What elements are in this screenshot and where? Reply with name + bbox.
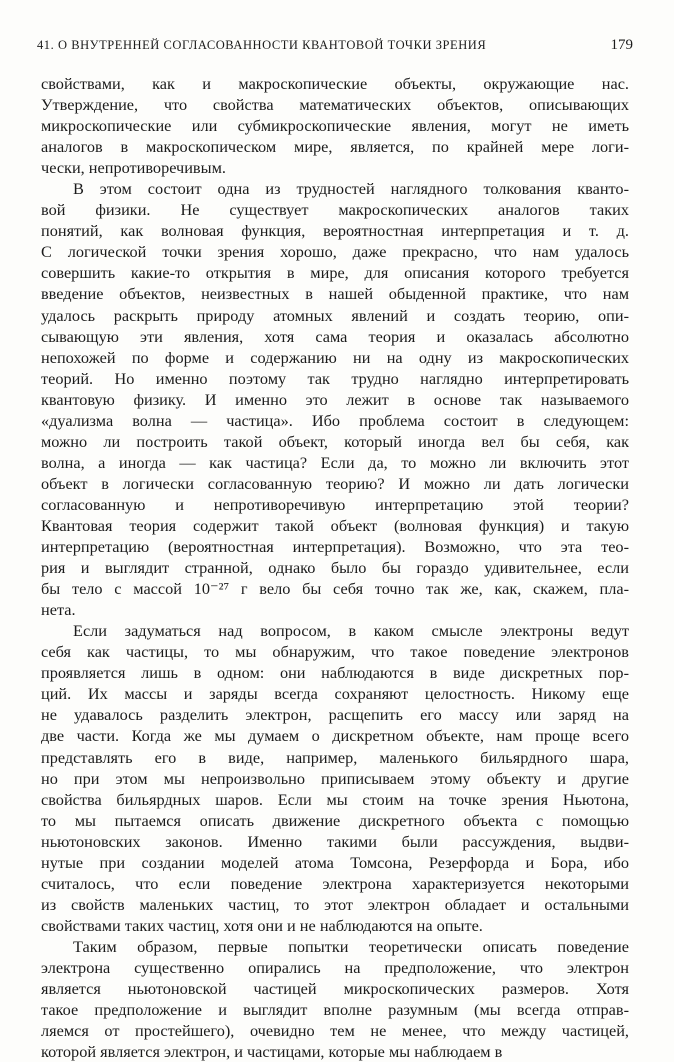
text-line: бы тело с массой 10⁻²⁷ г вело бы себя точно так же, как, скажем, пла- xyxy=(41,579,629,599)
paragraph xyxy=(41,936,629,1062)
text-line: но при этом мы непроизвольно приписываем этому объекту и другие xyxy=(41,768,629,788)
text-line: то мы пытаемся описать движение дискретного объекта с помощью xyxy=(41,810,629,830)
text-line: интерпретацию (вероятностная интерпретация). Возможно, что эта тео- xyxy=(41,537,629,557)
text-line: не удавалось разделить электрон, расщепить его массу или заряд на xyxy=(41,705,629,725)
text-line: представлять его в виде, например, маленького бильярдного шара, xyxy=(41,747,629,767)
text-line: проявляется лишь в одном: они наблюдаются в виде дискретных пор- xyxy=(41,663,629,683)
text-line: удалось раскрыть природу атомных явлений и создать теорию, опи- xyxy=(41,305,629,325)
text-line: микроскопические или субмикроскопические явления, могут не иметь xyxy=(41,116,629,136)
text-line: является ньютоновской частицей микроскопических размеров. Хотя xyxy=(41,979,629,999)
text-line: понятий, как волновая функция, вероятностная интерпретация и т. д. xyxy=(41,221,629,241)
running-title: 41. О ВНУТРЕННЕЙ СОГЛАСОВАННОСТИ КВАНТОВОЙ ТОЧКИ ЗРЕНИЯ xyxy=(37,38,487,52)
text-line: аналогов в макроскопическом мире, является, по крайней мере логи- xyxy=(41,137,629,157)
text-line: две части. Когда же мы думаем о дискретном объекте, нам проще всего xyxy=(41,726,629,746)
text-line: свойства бильярдных шаров. Если мы стоим на точке зрения Ньютона, xyxy=(41,789,629,809)
text-line: из свойств маленьких частиц, то этот электрон обладает и остальными xyxy=(41,894,629,914)
page-number: 179 xyxy=(610,37,633,53)
text-line: можно ли построить такой объект, который иногда вел бы себя, как xyxy=(41,431,629,451)
text-line: себя как частицы, то мы обнаружим, что такое поведение электронов xyxy=(41,642,629,662)
text-line: нутые при создании моделей атома Томсона, Резерфорда и Бора, ибо xyxy=(41,852,629,872)
text-line: непохожей по форме и содержанию ни на одну из макроскопических xyxy=(41,347,629,367)
body-text xyxy=(41,73,629,1062)
text-line: Квантовая теория содержит такой объект (волновая функция) и такую xyxy=(41,515,629,535)
text-line: ньютоновских законов. Именно такими были рассуждения, выдви- xyxy=(41,831,629,851)
text-line: квантовую физику. И именно это лежит в основе так называемого xyxy=(41,389,629,409)
text-line: В этом состоит одна из трудностей наглядного толкования кванто- xyxy=(73,179,629,199)
text-line: согласованную и непротиворечивую интерпретацию этой теории? xyxy=(41,494,629,514)
text-line: введение объектов, неизвестных в нашей обыденной практике, что нам xyxy=(41,284,629,304)
text-line: такое предположение и выглядит вполне разумным (мы всегда отправ- xyxy=(41,1000,629,1020)
text-line: рия и выглядит странной, однако было бы гораздо удивительнее, если xyxy=(41,558,629,578)
text-line: ций. Их массы и заряды всегда сохраняют целостность. Никому еще xyxy=(41,684,629,704)
text-line: считалось, что если поведение электрона характеризуется некоторыми xyxy=(41,873,629,893)
paragraph xyxy=(41,620,629,936)
text-line: волна, а иногда — как частица? Если да, то можно ли включить этот xyxy=(41,452,629,472)
paragraph xyxy=(41,73,629,178)
text-line: сывающую эти явления, хотя сама теория и оказалась абсолютно xyxy=(41,326,629,346)
text-line: «дуализма волна — частица». Ибо проблема состоит в следующем: xyxy=(41,410,629,430)
text-line: теорий. Но именно поэтому так трудно наглядно интерпретировать xyxy=(41,368,629,388)
text-line: чески, непротиворечивым. xyxy=(41,158,226,178)
text-line: свойствами таких частиц, хотя они и не наблюдаются на опыте. xyxy=(41,915,483,935)
text-line: совершить какие-то открытия в мире, для описания которого требуется xyxy=(41,263,629,283)
paragraph xyxy=(41,178,629,620)
text-line: объект в логически согласованную теорию? И можно ли дать логически xyxy=(41,473,629,493)
text-line: свойствами, как и макроскопические объекты, окружающие нас. xyxy=(41,74,629,93)
text-line: нета. xyxy=(41,600,76,620)
text-line: Утверждение, что свойства математических объектов, описывающих xyxy=(41,95,629,115)
text-line: С логической точки зрения хорошо, даже прекрасно, что нам удалось xyxy=(41,242,629,262)
text-line: которой является электрон, и частицами, которые мы наблюдаем в xyxy=(41,1042,503,1062)
text-line: Если задуматься над вопросом, в каком смысле электроны ведут xyxy=(73,621,629,641)
text-line: Таким образом, первые попытки теоретически описать поведение xyxy=(73,936,629,956)
page-header xyxy=(37,38,633,60)
text-line: вой физики. Не существует макроскопических аналогов таких xyxy=(41,200,629,220)
text-line: ляемся от простейшего), очевидно тем не менее, что между частицей, xyxy=(41,1021,629,1041)
text-line: электрона существенно опирались на предположение, что электрон xyxy=(41,957,629,977)
